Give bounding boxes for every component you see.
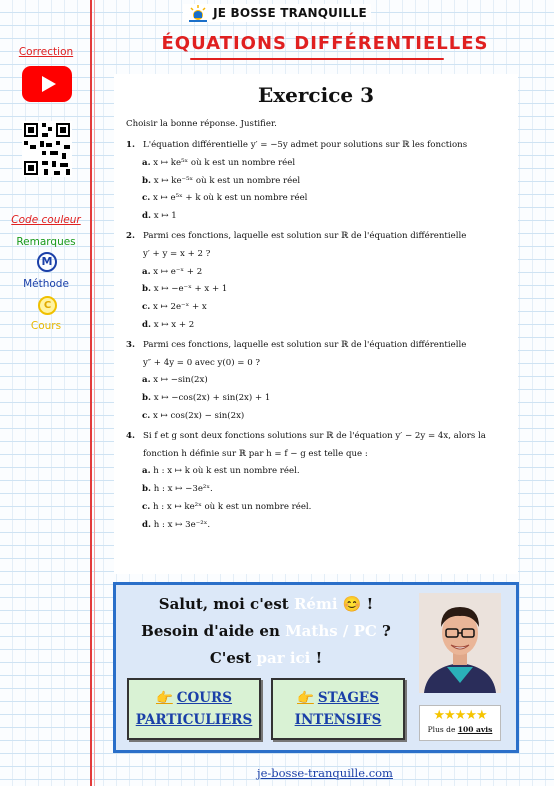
option-letter: d.	[142, 320, 152, 330]
option-text: x ↦ cos(2x) − sin(2x)	[152, 411, 245, 421]
cta-label: STAGES	[317, 690, 379, 706]
question-number: 2.	[126, 231, 135, 241]
option-text: x ↦ −e⁻ˣ + x + 1	[153, 284, 228, 295]
option-letter: d.	[142, 519, 152, 530]
title-underline	[190, 58, 444, 60]
option-text: x ↦ ke⁻⁵ˣ où k est un nombre réel	[153, 175, 301, 186]
cours-label: Cours	[30, 320, 62, 332]
rating-stars: ★★★★★	[433, 708, 487, 723]
brand-logo-icon	[187, 4, 209, 22]
promo-text: 😊 !	[337, 595, 374, 613]
cta-label: PARTICULIERS	[135, 712, 253, 728]
question-number: 1.	[126, 140, 135, 150]
answer-option[interactable]	[142, 520, 210, 530]
option-text: h : x ↦ k où k est un nombre réel.	[153, 466, 300, 477]
option-text: x ↦ e⁵ˣ + k où k est un nombre réel	[152, 193, 308, 204]
answer-option[interactable]	[142, 411, 244, 421]
instruction: Choisir la bonne réponse. Justifier.	[126, 119, 277, 129]
option-text: x ↦ −sin(2x)	[153, 375, 208, 386]
option-letter: b.	[142, 284, 152, 295]
correction-label[interactable]: Correction	[18, 46, 74, 58]
answer-option[interactable]	[142, 484, 213, 494]
stages-intensifs-button[interactable]	[271, 678, 405, 740]
answer-option[interactable]	[142, 158, 295, 168]
tutor-avatar-icon	[419, 593, 501, 693]
answer-option[interactable]	[142, 466, 300, 476]
promo-text: !	[310, 649, 323, 667]
answer-option[interactable]	[142, 176, 300, 186]
answer-option[interactable]	[142, 320, 194, 330]
option-letter: c.	[142, 502, 151, 512]
promo-text: Salut, moi c'est	[158, 595, 294, 613]
option-text: x ↦ ke⁵ˣ où k est un nombre réel	[153, 157, 296, 168]
option-letter: a.	[142, 157, 151, 168]
option-letter: b.	[142, 393, 152, 404]
answer-option[interactable]	[142, 375, 208, 385]
answer-option[interactable]	[142, 193, 307, 203]
rating-box[interactable]	[419, 705, 501, 741]
promo-line-2	[116, 622, 416, 640]
promo-text: Besoin d'aide en	[141, 622, 286, 640]
remarques-label: Remarques	[16, 236, 76, 248]
margin-line	[90, 0, 92, 786]
qr-code-icon[interactable]	[22, 121, 72, 177]
margin-line-secondary	[94, 0, 95, 786]
code-couleur-label: Code couleur	[11, 214, 81, 226]
cta-label: INTENSIFS	[294, 712, 382, 728]
option-letter: c.	[142, 193, 151, 204]
brand-name: JE BOSSE TRANQUILLE	[213, 6, 367, 20]
option-text: x ↦ −cos(2x) + sin(2x) + 1	[153, 393, 271, 404]
youtube-play-icon[interactable]	[22, 66, 72, 102]
exercise-title: Exercice 3	[258, 83, 374, 107]
promo-text: C'est	[209, 649, 257, 667]
methode-icon: M	[37, 252, 57, 272]
option-text: x ↦ 2e⁻ˣ + x	[152, 302, 207, 313]
answer-option[interactable]	[142, 302, 207, 312]
promo-text: ?	[376, 622, 391, 640]
question-text: L'équation différentielle y′ = −5y admet pour solutions sur ℝ les fonctions	[143, 140, 468, 150]
option-text: x ↦ x + 2	[153, 320, 195, 330]
cta-label: COURS	[176, 690, 233, 706]
option-letter: d.	[142, 211, 152, 222]
methode-label: Méthode	[23, 278, 69, 290]
exercise-card	[114, 74, 518, 574]
option-text: h : x ↦ 3e⁻²ˣ.	[153, 519, 211, 530]
option-text: x ↦ 1	[153, 211, 177, 222]
page-title: ÉQUATIONS DIFFÉRENTIELLES	[161, 33, 489, 54]
option-letter: a.	[142, 375, 151, 386]
brand[interactable]	[183, 4, 371, 22]
option-letter: c.	[142, 302, 151, 313]
answer-option[interactable]	[142, 267, 202, 277]
cours-icon: C	[38, 296, 57, 315]
answer-option[interactable]	[142, 284, 227, 294]
question-text: y′ + y = x + 2 ?	[143, 248, 211, 259]
cours-particuliers-button[interactable]	[127, 678, 261, 740]
answer-option[interactable]	[142, 211, 177, 221]
answer-option[interactable]	[142, 393, 270, 403]
promo-subject: Maths / PC	[285, 622, 377, 640]
promo-banner	[113, 582, 519, 753]
option-letter: b.	[142, 484, 152, 495]
promo-link[interactable]: par ici	[256, 649, 311, 667]
question-number: 4.	[126, 430, 135, 441]
hand-pointer-icon: 👉	[155, 690, 173, 706]
question-text: Parmi ces fonctions, laquelle est solution sur ℝ de l'équation différentielle	[143, 339, 467, 350]
footer-link[interactable]: je-bosse-tranquille.com	[257, 766, 393, 780]
tutor-photo	[419, 593, 501, 693]
question-number: 3.	[126, 339, 135, 350]
option-letter: a.	[142, 266, 151, 277]
option-text: h : x ↦ ke²ˣ où k est un nombre réel.	[152, 502, 312, 512]
rating-count[interactable]: 100 avis	[457, 725, 493, 734]
option-text: x ↦ e⁻ˣ + 2	[153, 266, 203, 277]
question-text: Si f et g sont deux fonctions solutions sur ℝ de l'équation y′ − 2y = 4x, alors la	[143, 430, 486, 441]
promo-name: Rémi	[293, 595, 338, 613]
header	[0, 4, 554, 26]
rating-text	[420, 724, 500, 736]
question-text: Parmi ces fonctions, laquelle est solution sur ℝ de l'équation différentielle	[143, 231, 467, 241]
promo-line-1	[116, 595, 416, 613]
rating-prefix: Plus de	[427, 725, 458, 734]
option-letter: b.	[142, 175, 152, 186]
promo-line-3	[116, 649, 416, 667]
question-text: fonction h définie sur ℝ par h = f − g est telle que :	[143, 448, 368, 459]
answer-option[interactable]	[142, 502, 311, 512]
option-letter: a.	[142, 466, 151, 477]
question-text: y″ + 4y = 0 avec y(0) = 0 ?	[143, 357, 261, 368]
hand-pointer-icon: 👉	[297, 690, 314, 706]
option-text: h : x ↦ −3e²ˣ.	[153, 484, 213, 495]
option-letter: c.	[142, 411, 151, 421]
